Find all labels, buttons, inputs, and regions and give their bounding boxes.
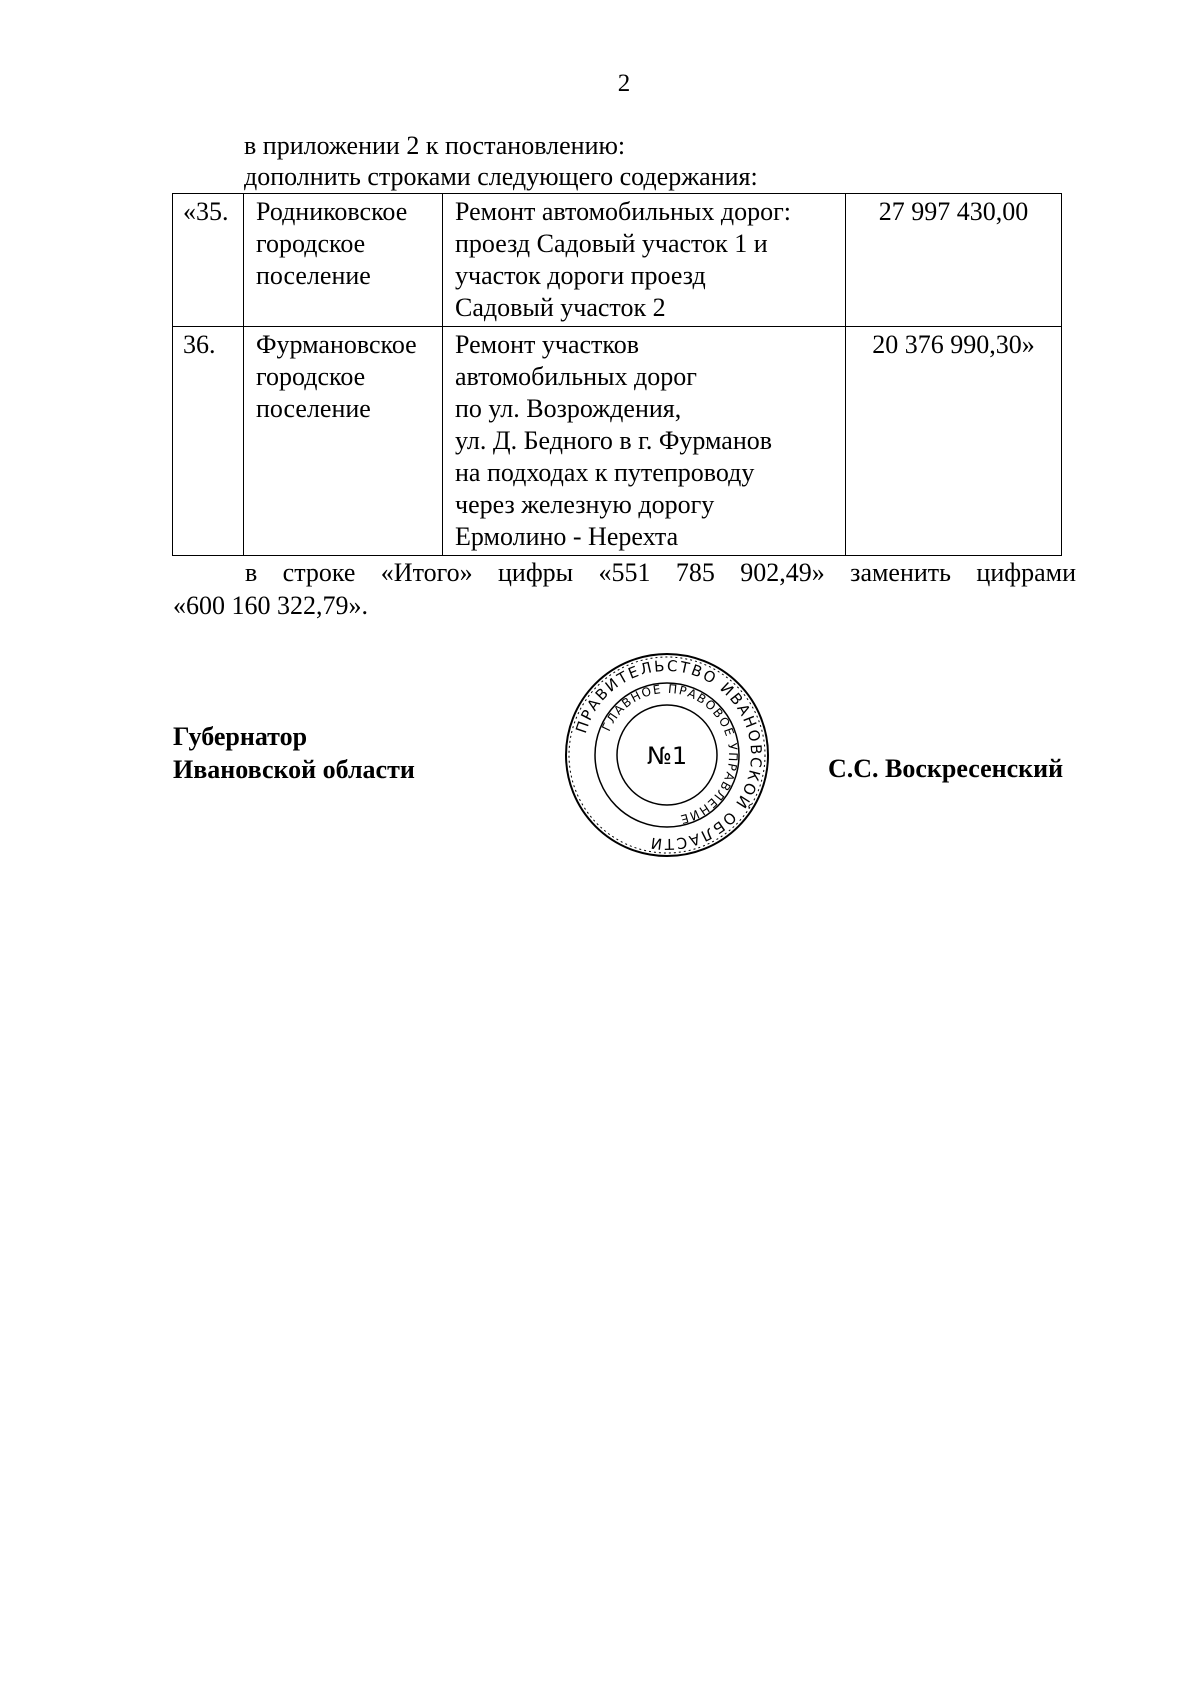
description-cell-line: Ремонт автомобильных дорог:	[455, 197, 792, 226]
description-cell	[443, 194, 846, 327]
description-cell-line: участок дороги проезд	[455, 261, 706, 290]
description-cell-line: на подходах к путепроводу	[455, 458, 755, 487]
closing-text	[173, 556, 1076, 622]
municipality-cell-line: городское	[256, 362, 366, 391]
description-cell-line: Садовый участок 2	[455, 293, 666, 322]
amount-cell: 20 376 990,30»	[846, 327, 1062, 556]
municipality-cell-line: городское	[256, 229, 366, 258]
signatory-name: С.С. Воскресенский	[828, 754, 1064, 783]
description-cell-line: автомобильных дорог	[455, 362, 697, 391]
row-number: «35.	[173, 194, 244, 327]
municipality-cell-line: поселение	[256, 261, 371, 290]
page-number: 2	[617, 70, 631, 97]
municipality-cell-line: Родниковское	[256, 197, 408, 226]
description-cell-line: по ул. Возрождения,	[455, 394, 682, 423]
description-cell-line: проезд Садовый участок 1 и	[455, 229, 768, 258]
table-row	[173, 194, 1062, 327]
description-cell-line: Ремонт участков	[455, 330, 639, 359]
amount-cell: 27 997 430,00	[846, 194, 1062, 327]
closing-line-1: в строке «Итого» цифры «551 785 902,49» заменить цифрами	[245, 558, 1076, 587]
intro-line-2: дополнить строками следующего содержания:	[244, 162, 758, 191]
description-cell-line: Ермолино - Нерехта	[455, 522, 679, 551]
stamp-number: №1	[646, 742, 688, 770]
row-number: 36.	[173, 327, 244, 556]
municipality-cell	[244, 327, 443, 556]
intro-line-1: в приложении 2 к постановлению:	[244, 131, 626, 160]
signatory-title-line-2: Ивановской области	[173, 755, 415, 784]
description-cell-line: ул. Д. Бедного в г. Фурманов	[455, 426, 773, 455]
municipality-cell-line: поселение	[256, 394, 371, 423]
official-stamp	[562, 650, 772, 860]
closing-line-2: «600 160 322,79».	[173, 591, 368, 620]
description-cell	[443, 327, 846, 556]
stamp-inner-text: ГЛАВНОЕ ПРАВОВОЕ УПРАВЛЕНИЕ	[599, 681, 741, 827]
intro-text	[244, 130, 1064, 192]
table-row	[173, 327, 1062, 556]
stamp-outer-text: ПРАВИТЕЛЬСТВО ИВАНОВСКОЙ ОБЛАСТИ	[572, 656, 766, 854]
amendment-table	[172, 193, 1062, 556]
description-cell-line: через железную дорогу	[455, 490, 715, 519]
signatory-title	[173, 720, 415, 786]
signatory-title-line-1: Губернатор	[173, 722, 308, 751]
municipality-cell	[244, 194, 443, 327]
municipality-cell-line: Фурмановское	[256, 330, 417, 359]
